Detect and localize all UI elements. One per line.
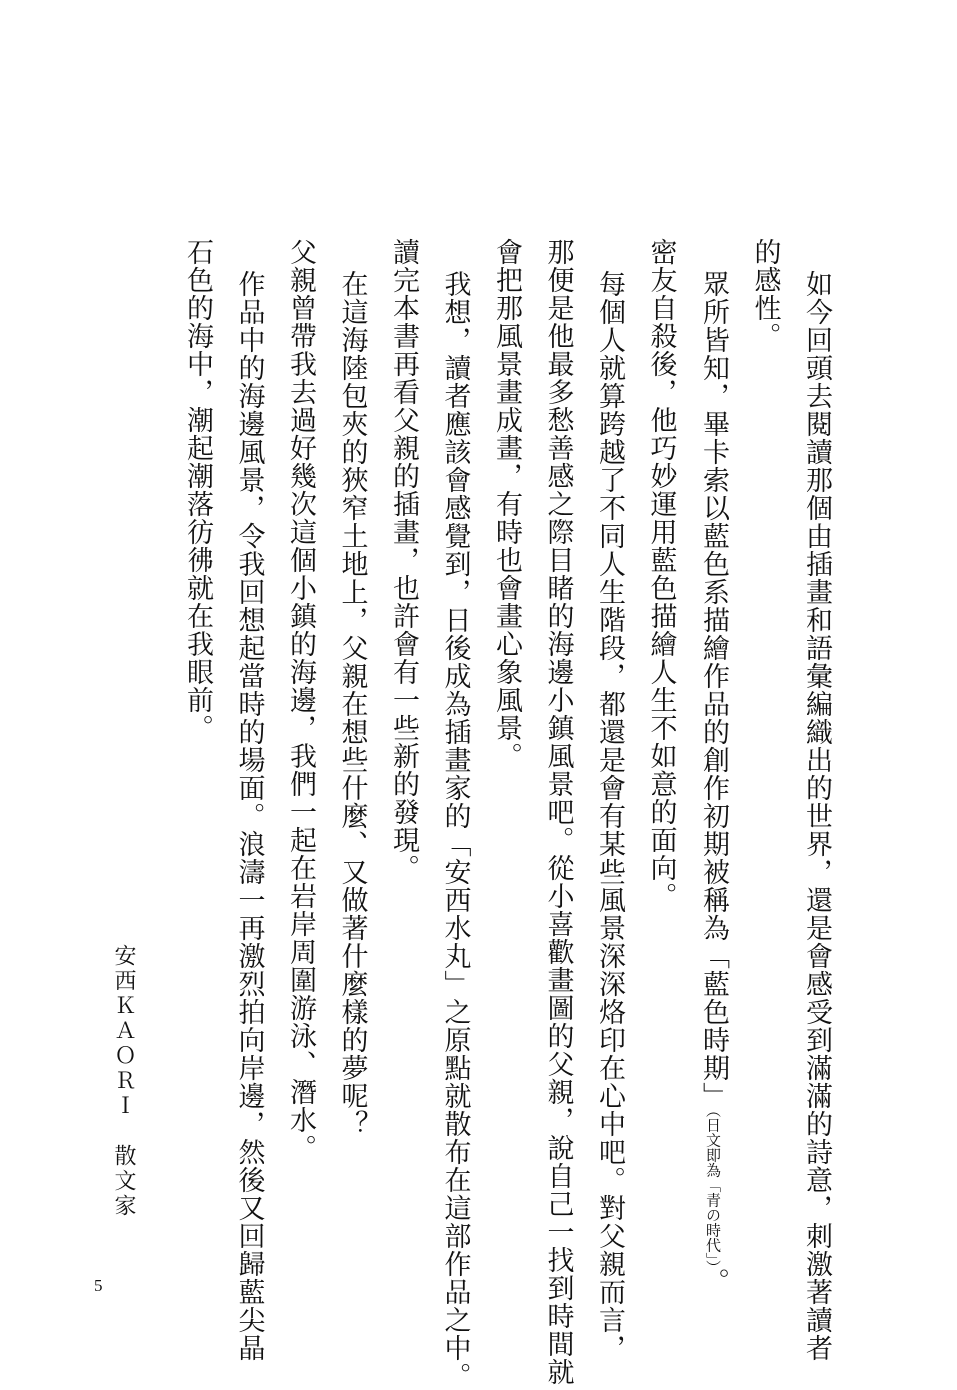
paragraph-6 xyxy=(275,238,327,1168)
text-line: 我想，讀者應該會感覺到，日後成為插畫家的「安西水丸」之原點就散布在這部作品之中。 xyxy=(439,270,471,1390)
page-number: 5 xyxy=(94,1276,103,1295)
text-line: 石色的海中，潮起潮落彷彿就在我眼前。 xyxy=(182,238,213,742)
text-line: 會把那風景畫成畫，有時也會畫心象風景。 xyxy=(491,238,522,770)
text-line-main: 眾所皆知，畢卡索以藍色系描繪作品的創作初期被稱為「藍色時期」 xyxy=(698,270,729,1111)
text-line: 密友自殺後，他巧妙運用藍色描繪人生不如意的面向。 xyxy=(645,238,677,910)
paragraph-4 xyxy=(378,238,481,1390)
text-line: 如今回頭去閱讀那個由插畫和語彙編織出的世界，還是會感受到滿滿的詩意，刺激著讀者 xyxy=(801,270,832,1363)
author-signature: 安西ＫＡＯＲＩ 散文家 xyxy=(111,944,136,1219)
text-line xyxy=(687,238,740,1296)
text-line: 在這海陸包夾的狹窄土地上，父親在想些什麼、又做著什麼樣的夢呢？ xyxy=(336,270,368,1139)
paragraph-2 xyxy=(635,238,739,1296)
text-line: 那便是他最多愁善感之際目睹的海邊小鎮風景吧。從小喜歡畫圖的父親，說自己一找到時間就 xyxy=(542,238,574,1386)
paragraph-5 xyxy=(326,238,378,1168)
essay-body xyxy=(172,238,843,1390)
text-line: 父親曾帶我去過好幾次這個小鎮的海邊，我們一起在岩岸周圍游泳、潛水。 xyxy=(285,238,316,1162)
text-line: 作品中的海邊風景，令我回想起當時的場面。浪濤一再激烈拍向岸邊，然後又回歸藍尖晶 xyxy=(233,270,265,1363)
paragraph-7 xyxy=(172,238,275,1363)
text-line: 每個人就算跨越了不同人生階段，都還是會有某些風景深深烙印在心中吧。對父親而言， xyxy=(594,270,625,1363)
text-line: 的感性。 xyxy=(749,238,781,350)
paragraph-3 xyxy=(481,238,636,1386)
text-line: 讀完本書再看父親的插畫，也許會有一些新的發現。 xyxy=(388,238,419,882)
inline-note: （日文即為「青の時代」） xyxy=(704,1110,722,1268)
paragraph-1 xyxy=(739,238,842,1363)
text-line-tail: 。 xyxy=(698,1267,729,1296)
